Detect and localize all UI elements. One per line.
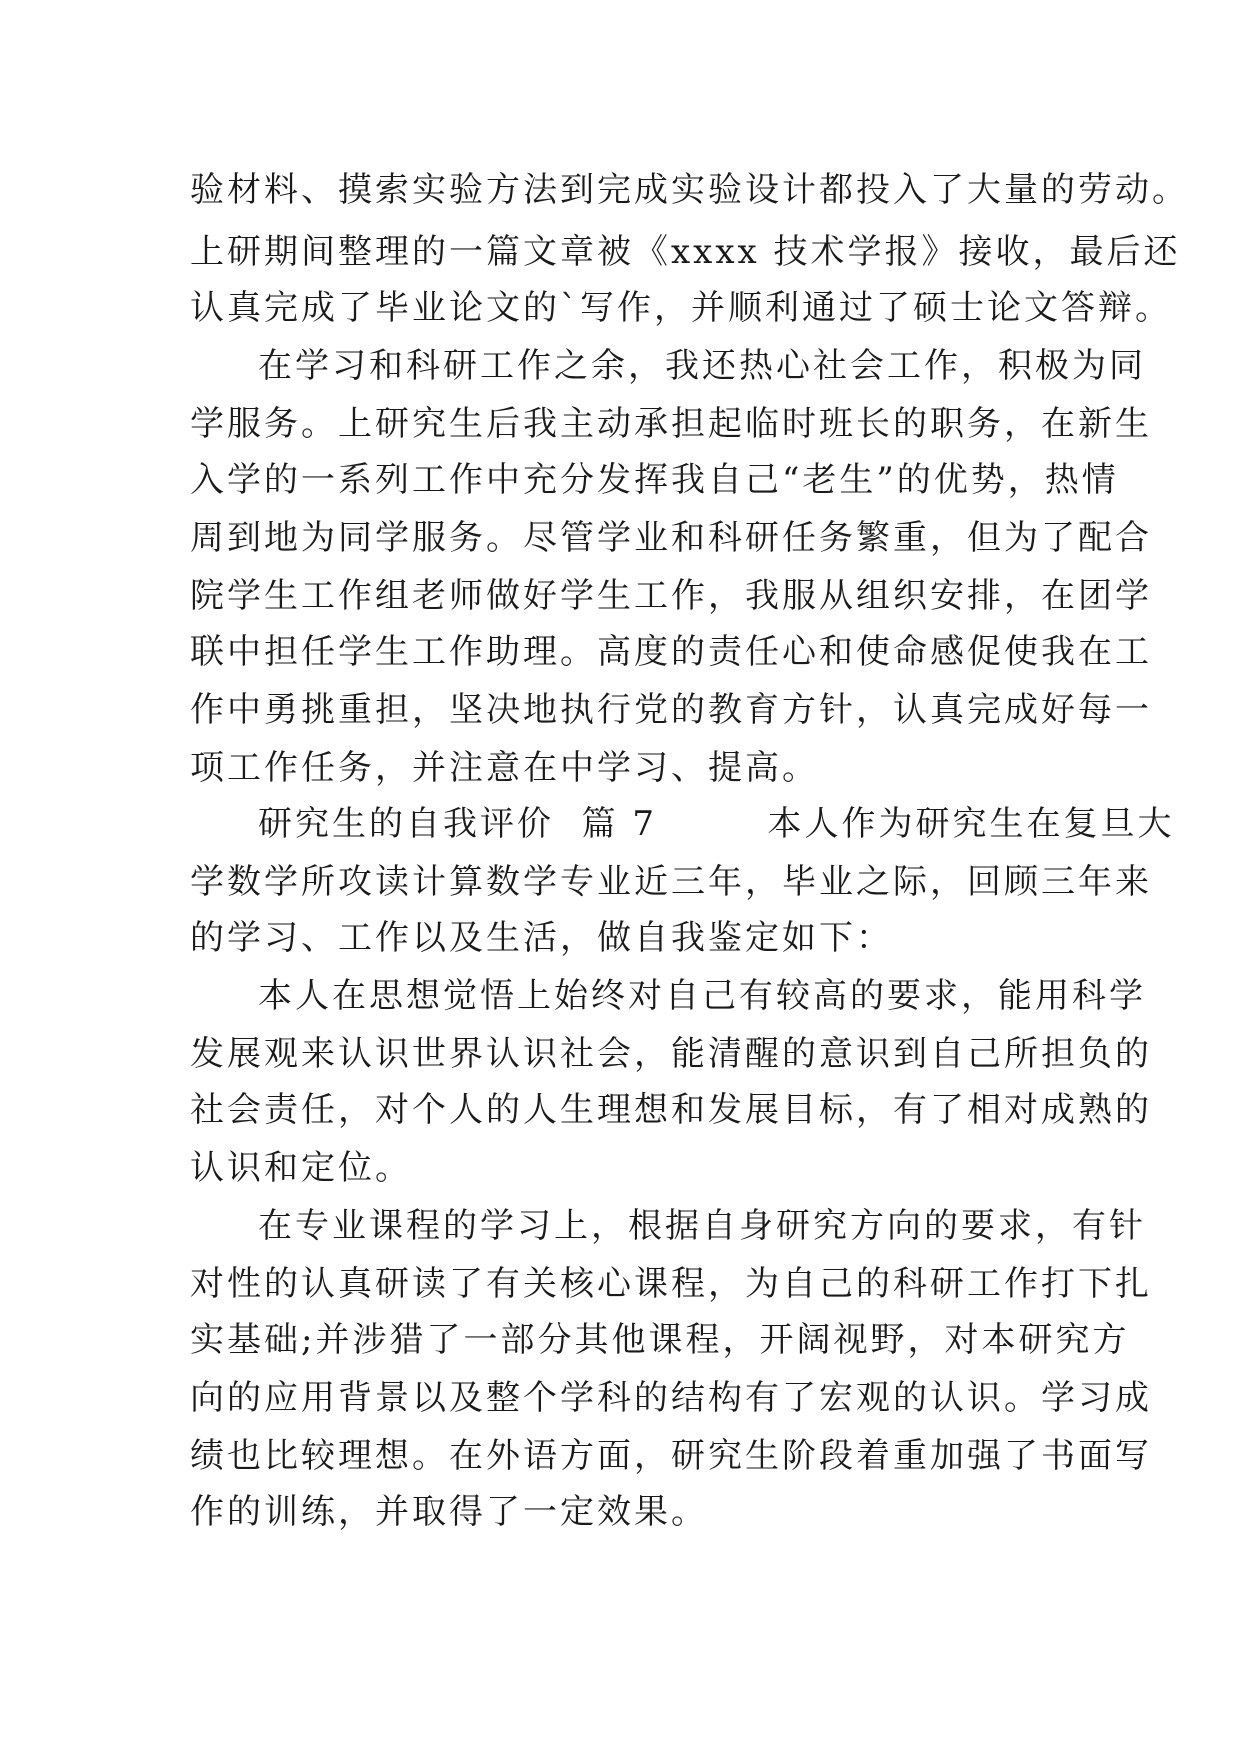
text-line: 联中担任学生工作助理。高度的责任心和使命感促使我在工 — [190, 632, 1152, 672]
text-line: 对性的认真研读了有关核心课程，为自己的科研工作打下扎 — [190, 1264, 1152, 1304]
text-line: 学数学所攻读计算数学专业近三年，毕业之际，回顾三年来 — [190, 862, 1152, 902]
text-line: 项工作任务，并注意在中学习、提高。 — [190, 748, 819, 788]
text-line: 院学生工作组老师做好学生工作，我服从组织安排，在团学 — [190, 576, 1152, 616]
text-line: 实基础;并涉猎了一部分其他课程，开阔视野，对本研究方 — [190, 1320, 1130, 1360]
text-line: 认识和定位。 — [190, 1148, 412, 1188]
text-line: 学服务。上研究生后我主动承担起临时班长的职务，在新生 — [190, 404, 1152, 444]
section-heading-line: 研究生的自我评价 篇 7 本人作为研究生在复旦大 — [258, 804, 1175, 844]
paragraph-first-line: 在专业课程的学习上，根据自身研究方向的要求，有针 — [258, 1206, 1146, 1246]
text-line: 上研期间整理的一篇文章被《xxxx 技术学报》接收，最后还 — [190, 232, 1181, 272]
text-line: 作中勇挑重担，坚决地执行党的教育方针，认真完成好每一 — [190, 690, 1152, 730]
text-line: 入学的一系列工作中充分发挥我自己“老生”的优势，热情 — [190, 460, 1119, 500]
text-line: 绩也比较理想。在外语方面，研究生阶段着重加强了书面写 — [190, 1436, 1152, 1476]
paragraph-first-line: 在学习和科研工作之余，我还热心社会工作，积极为同 — [258, 346, 1146, 386]
text-line: 向的应用背景以及整个学科的结构有了宏观的认识。学习成 — [190, 1378, 1152, 1418]
text-line: 验材料、摸索实验方法到完成实验设计都投入了大量的劳动。 — [190, 170, 1189, 210]
text-line: 发展观来认识世界认识社会，能清醒的意识到自己所担负的 — [190, 1034, 1152, 1074]
text-line: 作的训练，并取得了一定效果。 — [190, 1492, 708, 1532]
text-line: 社会责任，对个人的人生理想和发展目标，有了相对成熟的 — [190, 1090, 1152, 1130]
text-line: 认真完成了毕业论文的`写作，并顺利通过了硕士论文答辩。 — [190, 288, 1172, 328]
paragraph-first-line: 本人在思想觉悟上始终对自己有较高的要求，能用科学 — [258, 976, 1146, 1016]
text-line: 的学习、工作以及生活，做自我鉴定如下： — [190, 918, 893, 958]
text-line: 周到地为同学服务。尽管学业和科研任务繁重，但为了配合 — [190, 518, 1152, 558]
